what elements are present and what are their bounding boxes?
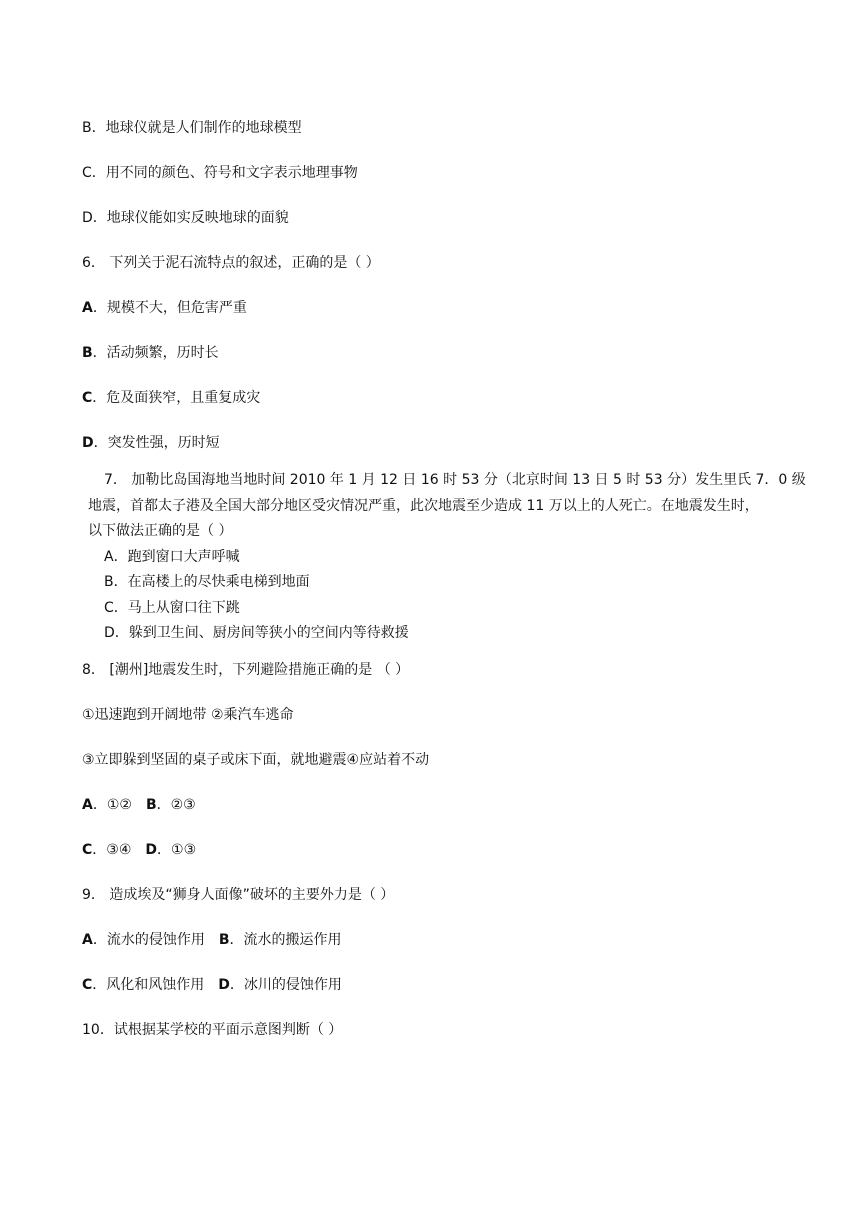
q5-option-b: B．地球仪就是人们制作的地球模型 — [82, 120, 302, 136]
q6-stem: 6． 下列关于泥石流特点的叙述，正确的是（ ） — [82, 255, 380, 271]
q7-stem-line-3: 以下做法正确的是（ ） — [88, 523, 233, 539]
option-letter: C — [82, 390, 93, 406]
q8-options-row-2 — [82, 840, 196, 860]
q8-stem: 8． [潮州]地震发生时，下列避险措施正确的是 （ ） — [82, 662, 410, 678]
option-text: ．①② — [92, 797, 132, 813]
option-text: ．冰川的侵蚀作用 — [229, 977, 342, 993]
option-letter: A — [82, 932, 93, 948]
option-text: ．突发性强，历时短 — [93, 435, 220, 451]
q7-stem-line-1: 7． 加勒比岛国海地当地时间 2010 年 1 月 12 日 16 时 53 分（北京时间 13 日 5 时 53 分）发生里氏 7．0 级 — [104, 472, 806, 488]
q9-options-row-1 — [82, 930, 342, 950]
option-text: ．流水的侵蚀作用 — [92, 932, 205, 948]
q10-stem: 10．试根据某学校的平面示意图判断（ ） — [82, 1022, 343, 1038]
q7-stem-line-2: 地震，首都太子港及全国大部分地区受灾情况严重，此次地震至少造成 11 万以上的人死亡。在地震发生时， — [88, 498, 759, 514]
q8-options-row-1 — [82, 795, 196, 815]
q5-option-d: D．地球仪能如实反映地球的面貌 — [82, 210, 289, 226]
option-letter: D — [218, 977, 230, 993]
q7-option-d: D．躲到卫生间、厨房间等狭小的空间内等待救援 — [104, 625, 409, 641]
option-letter: B — [218, 932, 230, 948]
option-text: ．规模不大，但危害严重 — [92, 300, 247, 316]
option-text: ．风化和风蚀作用 — [92, 977, 205, 993]
option-letter: C — [82, 977, 93, 993]
option-letter: C — [82, 842, 93, 858]
q8-statement-1: ①迅速跑到开阔地带 ②乘汽车逃命 — [82, 707, 294, 723]
option-letter: D — [82, 435, 94, 451]
q7-option-c: C．马上从窗口往下跳 — [104, 600, 240, 616]
q9-stem: 9． 造成埃及“狮身人面像”破坏的主要外力是（ ） — [82, 887, 395, 903]
option-text: ．②③ — [156, 797, 196, 813]
option-letter: D — [145, 842, 158, 858]
q7-option-b: B．在高楼上的尽快乘电梯到地面 — [104, 574, 310, 590]
q7-option-a: A．跑到窗口大声呼喊 — [104, 549, 240, 565]
q6-option-b — [82, 343, 219, 363]
q6-option-c — [82, 388, 260, 408]
q5-option-c: C．用不同的颜色、符号和文字表示地理事物 — [82, 165, 358, 181]
option-letter: A — [82, 300, 93, 316]
option-text: ．危及面狭窄，且重复成灾 — [92, 390, 261, 406]
option-text: ．流水的搬运作用 — [229, 932, 342, 948]
q9-options-row-2 — [82, 975, 342, 995]
q6-option-d — [82, 433, 220, 453]
option-letter: A — [82, 797, 93, 813]
option-text: ．③④ — [92, 842, 132, 858]
option-letter: B — [145, 797, 157, 813]
q8-statement-2: ③立即躲到坚固的桌子或床下面，就地避震④应站着不动 — [82, 752, 430, 768]
option-text: ．活动频繁，历时长 — [92, 345, 219, 361]
q6-option-a — [82, 298, 247, 318]
option-text: ．①③ — [157, 842, 197, 858]
option-letter: B — [82, 345, 93, 361]
